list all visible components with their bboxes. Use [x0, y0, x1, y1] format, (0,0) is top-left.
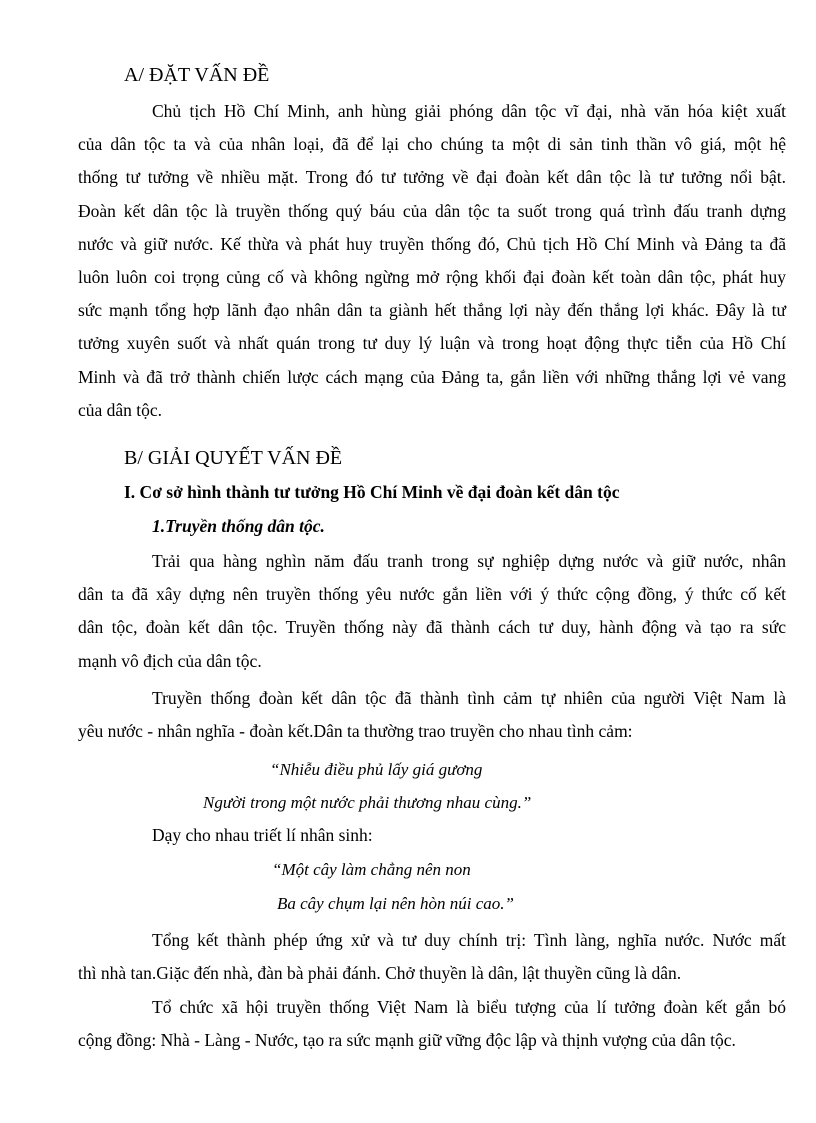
paragraph-line: Truyền thống đoàn kết dân tộc đã thành tình cảm tự nhiên của người Việt Nam là — [152, 688, 786, 708]
paragraph-2 — [78, 682, 786, 748]
section-a — [78, 58, 786, 92]
paragraph-line: nước và giữ nước. Kế thừa và phát huy truyền thống đó, Chủ tịch Hồ Chí Minh và Đảng ta đã — [78, 233, 786, 254]
paragraph-line: thì nhà tan.Giặc đến nhà, đàn bà phải đánh. Chở thuyền là dân, lật thuyền cũng là dân. — [78, 963, 682, 984]
heading-b: B/ GIẢI QUYẾT VẤN ĐỀ — [124, 447, 343, 469]
paragraph-line: của dân tộc. — [78, 399, 163, 420]
paragraph-1 — [78, 545, 786, 678]
paragraph-3 — [78, 819, 786, 852]
paragraph-line: dân ta đã xây dựng nên truyền thống yêu nước gắn liền với ý thức cộng đồng, ý thức cố kết — [78, 584, 786, 605]
quote-2-line-2: Ba cây chụm lại nên hòn núi cao.” — [277, 894, 515, 913]
quote-1-line-2: Người trong một nước phải thương nhau cùng.” — [203, 793, 532, 812]
subheading-1: 1.Truyền thống dân tộc. — [152, 516, 325, 536]
paragraph-line: cộng đồng: Nhà - Làng - Nước, tạo ra sức mạnh giữ vững độc lập và thịnh vượng của dân tộc. — [78, 1030, 736, 1051]
paragraph-line: mạnh vô địch của dân tộc. — [78, 650, 262, 671]
paragraph-line: luôn luôn coi trọng củng cố và không ngừng mở rộng khối đại đoàn kết toàn dân tộc, phát huy — [78, 266, 786, 287]
paragraph-line: của dân tộc ta và của nhân loại, đã để lại cho chúng ta một di sản tinh thần vô giá, một hệ — [78, 134, 786, 155]
paragraph-5 — [78, 991, 786, 1057]
paragraph-line: Dạy cho nhau triết lí nhân sinh: — [152, 825, 373, 845]
paragraph-line: Tổ chức xã hội truyền thống Việt Nam là biểu tượng của lí tưởng đoàn kết gắn bó — [152, 997, 786, 1017]
section-b — [78, 441, 786, 543]
paragraph-line: Trải qua hàng nghìn năm đấu tranh trong sự nghiệp dựng nước và giữ nước, nhân — [152, 551, 786, 571]
heading-a: A/ ĐẶT VẤN ĐỀ — [124, 64, 270, 86]
paragraph-line: yêu nước - nhân nghĩa - đoàn kết.Dân ta thường trao truyền cho nhau tình cảm: — [78, 721, 633, 742]
intro-paragraph — [78, 95, 786, 427]
paragraph-line: tưởng xuyên suốt và nhất quán trong tư duy lý luận và trong hoạt động thực tiễn của Hồ Chí — [78, 333, 786, 354]
paragraph-line: Đoàn kết dân tộc là truyền thống quý báu của dân tộc ta suốt trong quá trình đấu tranh dựng — [78, 200, 786, 221]
quote-2-line-1: “Một cây làm chẳng nên non — [272, 860, 471, 879]
paragraph-line: thống tư tưởng về nhiều mặt. Trong đó tư tưởng về đại đoàn kết dân tộc là tư tưởng nổi bật. — [78, 167, 786, 188]
paragraph-line: Chủ tịch Hồ Chí Minh, anh hùng giải phóng dân tộc vĩ đại, nhà văn hóa kiệt xuất — [152, 101, 786, 121]
quote-1-line-1: “Nhiễu điều phủ lấy giá gương — [270, 760, 483, 779]
paragraph-line: dân tộc, đoàn kết dân tộc. Truyền thống này đã thành cách tư duy, hành động và tạo ra sức — [78, 617, 786, 638]
paragraph-line: Minh và đã trở thành chiến lược cách mạng của Đảng ta, gắn liền với những thắng lợi vẻ vang — [78, 366, 786, 387]
paragraph-line: Tổng kết thành phép ứng xử và tư duy chính trị: Tình làng, nghĩa nước. Nước mất — [152, 930, 786, 950]
subheading-i: I. Cơ sở hình thành tư tưởng Hồ Chí Minh về đại đoàn kết dân tộc — [124, 482, 620, 502]
paragraph-line: sức mạnh tổng hợp lãnh đạo nhân dân ta giành hết thắng lợi này đến thắng lợi khác. Đây là tư — [78, 300, 786, 321]
paragraph-4 — [78, 924, 786, 990]
